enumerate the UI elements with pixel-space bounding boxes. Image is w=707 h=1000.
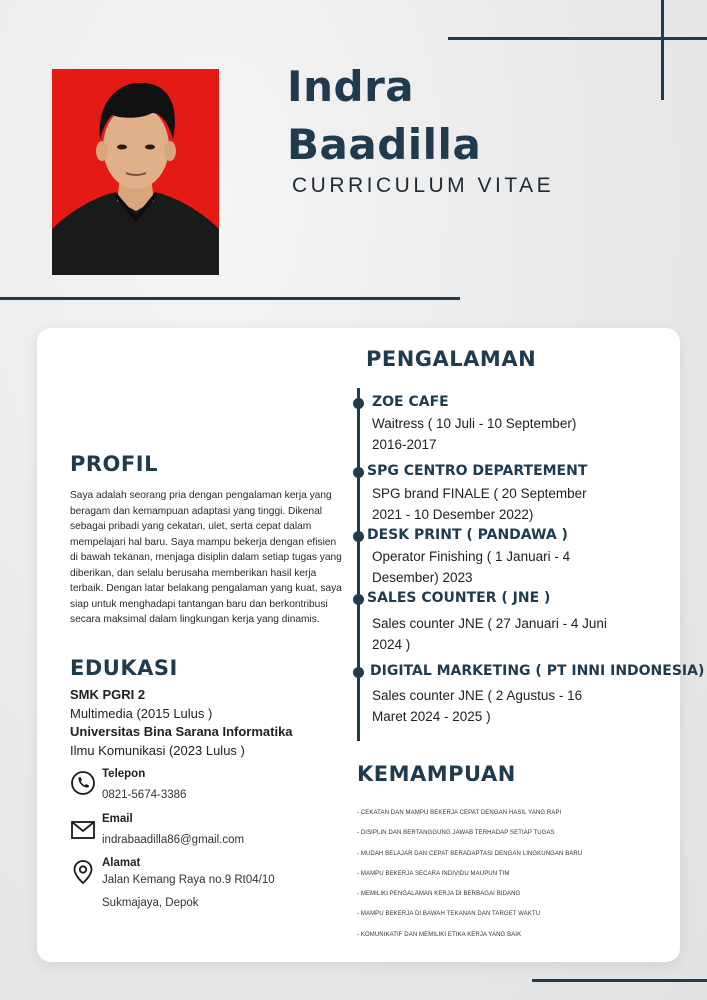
job-detail-line: 2016-2017 <box>372 437 437 452</box>
contact-phone <box>70 768 330 808</box>
address-value <box>102 870 275 913</box>
document-subtitle: CURRICULUM VITAE <box>292 174 555 197</box>
skill-item: - CEKATAN DAN MAMPU BEKERJA CEPAT DENGAN HASIL YANG RAPI <box>357 810 562 816</box>
top-right-vertical-line <box>661 0 664 100</box>
skill-item: - KOMUNIKATIF DAN MEMILIKI ETIKA KERJA YANG BAIK <box>357 931 522 938</box>
email-label: Email <box>102 813 133 825</box>
timeline-dot <box>353 594 364 605</box>
job-detail-line: 2021 - 10 Desember 2022) <box>372 507 534 522</box>
phone-value: 0821-5674-3386 <box>102 789 187 801</box>
skills-list <box>357 803 657 945</box>
header-divider-line <box>0 297 460 300</box>
education-school: Universitas Bina Sarana Informatika <box>70 724 293 739</box>
timeline-dot <box>353 667 364 678</box>
job-title: ZOE CAFE <box>372 394 449 410</box>
address-line: Sukmajaya, Depok <box>102 897 199 909</box>
bottom-right-line <box>532 979 707 982</box>
job-detail-line: Desember) 2023 <box>372 570 473 585</box>
job-title: DESK PRINT ( PANDAWA ) <box>367 527 568 543</box>
job-description <box>372 413 612 455</box>
job-detail-line: Sales counter JNE ( 27 Januari - 4 Juni <box>372 616 607 631</box>
job-detail-line: Waitress ( 10 Juli - 10 September) <box>372 416 577 431</box>
timeline-dot <box>353 398 364 409</box>
experience-heading: PENGALAMAN <box>366 347 537 371</box>
job-description <box>372 685 612 727</box>
education-heading: EDUKASI <box>70 656 178 680</box>
job-description <box>372 546 612 588</box>
job-title: SALES COUNTER ( JNE ) <box>367 590 551 606</box>
job-title: SPG CENTRO DEPARTEMENT <box>367 463 588 479</box>
education-school: SMK PGRI 2 <box>70 687 146 702</box>
job-detail-line: Sales counter JNE ( 2 Agustus - 16 <box>372 688 583 703</box>
skill-item: - MEMILIKI PENGALAMAN KERJA DI BERBAGAI BIDANG <box>357 891 521 898</box>
timeline-line <box>357 388 360 741</box>
top-right-horizontal-line <box>448 37 707 40</box>
skill-item: - MAMPU BEKERJA DI BAWAH TEKANAN DAN TARGET WAKTU <box>357 911 541 918</box>
job-description <box>372 483 612 525</box>
timeline-dot <box>353 467 364 478</box>
job-description <box>372 613 612 655</box>
full-name <box>287 58 481 174</box>
job-detail-line: 2024 ) <box>372 637 411 652</box>
email-value: indrabaadilla86@gmail.com <box>102 834 245 846</box>
phone-icon <box>70 770 96 796</box>
address-line: Jalan Kemang Raya no.9 Rt04/10 <box>102 874 275 886</box>
skill-item: - DISIPLIN DAN BERTANGGUNG JAWAB TERHADAP SETIAP TUGAS <box>357 830 555 837</box>
education-detail: Multimedia (2015 Lulus ) <box>70 705 213 721</box>
contact-address <box>70 857 330 917</box>
profile-heading: PROFIL <box>70 452 158 476</box>
email-icon <box>70 817 96 843</box>
education-list <box>70 686 350 760</box>
last-name: Baadilla <box>287 120 482 169</box>
first-name: Indra <box>287 62 415 111</box>
profile-photo <box>52 69 219 275</box>
job-detail-line: SPG brand FINALE ( 20 September <box>372 486 587 501</box>
skills-heading: KEMAMPUAN <box>357 762 516 786</box>
phone-label: Telepon <box>102 768 146 780</box>
job-detail-line: Operator Finishing ( 1 Januari - 4 <box>372 549 571 564</box>
timeline-dot <box>353 531 364 542</box>
contact-email <box>70 813 330 853</box>
job-title: DIGITAL MARKETING ( PT INNI INDONESIA) <box>370 663 705 679</box>
education-detail: Ilmu Komunikasi (2023 Lulus ) <box>70 742 245 758</box>
skill-item: - MUDAH BELAJAR DAN CEPAT BERADAPTASI DENGAN LINGKUNGAN BARU <box>357 850 583 857</box>
location-pin-icon <box>70 859 96 885</box>
job-detail-line: Maret 2024 - 2025 ) <box>372 709 491 724</box>
profile-text: Saya adalah seorang pria dengan pengalaman kerja yang beragam dan kemampuan adaptasi yang tinggi. Dikenal sebagai pribadi yang cekatan, ulet, serta cepat dalam mempelajari hal baru. Saya mampu bekerja dengan efisien di bawah tekanan, menjaga disiplin dalam setiap tugas yang diberikan, dan selalu berusaha memberikan hasil kerja terbaik. Dengan latar belakang pengalaman yang kuat, saya siap untuk menghadapi tantangan baru dan berkontribusi secara maksimal dalam lingkungan kerja yang dinamis. <box>70 490 342 625</box>
address-label: Alamat <box>102 857 141 869</box>
skill-item: - MAMPU BEKERJA SECARA INDIVIDU MAUPUN TIM <box>357 870 510 877</box>
